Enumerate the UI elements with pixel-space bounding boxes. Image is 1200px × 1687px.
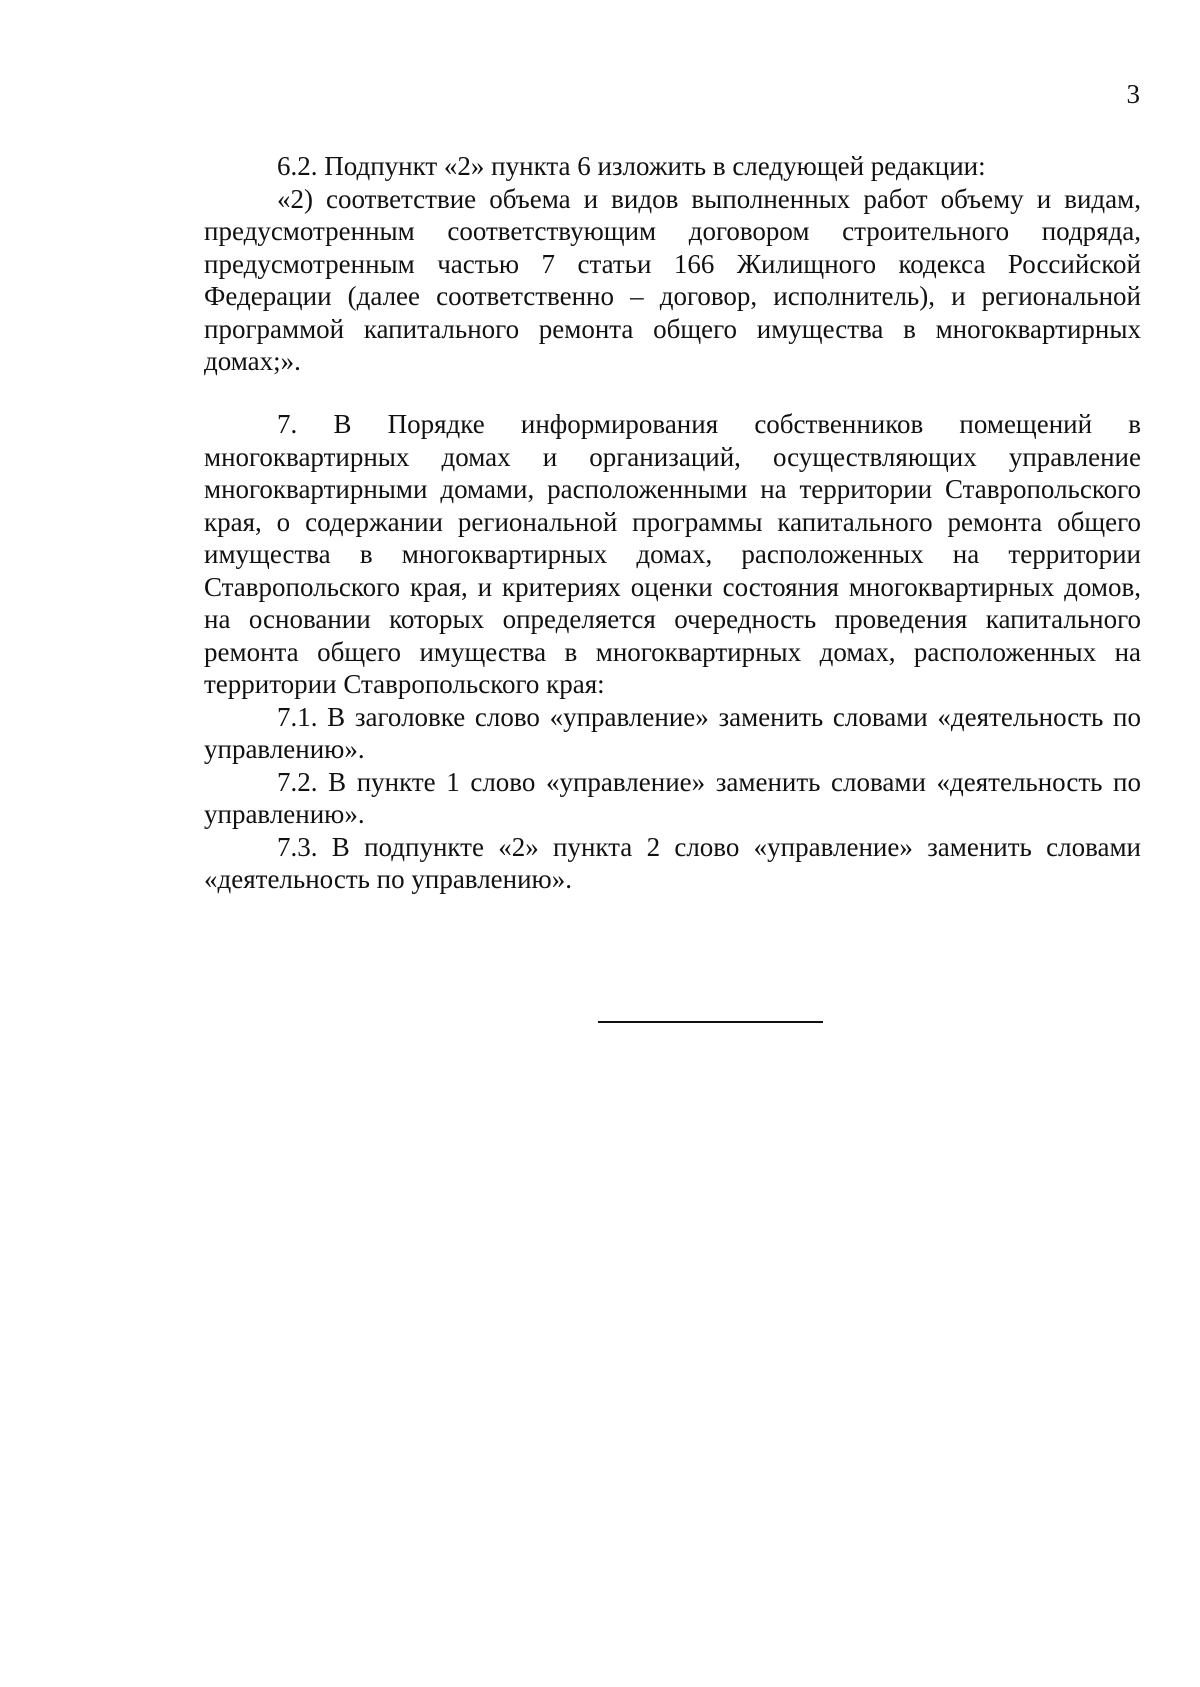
section-6-2-heading: 6.2. Подпункт «2» пункта 6 изложить в следующей редакции:	[277, 151, 986, 181]
section-7-intro: 7. В Порядке информирования собственников помещений в многоквартирных домах и организаций, осуществляющих управление многоквартирными домами, расположенными на территории Ставропольского края, о содержании региональной программы капитального ремонта общего имущества в многоквартирных домах, расположенных на территории Ставропольского края, и критериях оценки состояния многоквартирных домов, на основании которых определяется очередность проведения капитального ремонта общего имущества в многоквартирных домах, расположенных на территории Ставропольского края:	[204, 409, 1141, 699]
end-of-document-rule	[598, 1021, 823, 1023]
section-7-item-3: 7.3. В подпункте «2» пункта 2 слово «управление» заменить словами «деятельность по управлению».	[204, 831, 1141, 894]
section-7-item-2: 7.2. В пункте 1 слово «управление» заменить словами «деятельность по управлению».	[204, 766, 1141, 829]
section-7	[204, 408, 1141, 896]
section-6-2	[204, 150, 1141, 378]
section-7-item-1: 7.1. В заголовке слово «управление» заменить словами «деятельность по управлению».	[204, 701, 1141, 764]
page-number: 3	[1126, 79, 1140, 109]
section-6-2-body: «2) соответствие объема и видов выполненных работ объему и видам, предусмотренным соответствующим договором строительного подряда, предусмотренным частью 7 статьи 166 Жилищного кодекса Российской Федерации (далее соответственно – договор, исполнитель), и региональной программой капитального ремонта общего имущества в многоквартирных домах;».	[204, 183, 1141, 376]
